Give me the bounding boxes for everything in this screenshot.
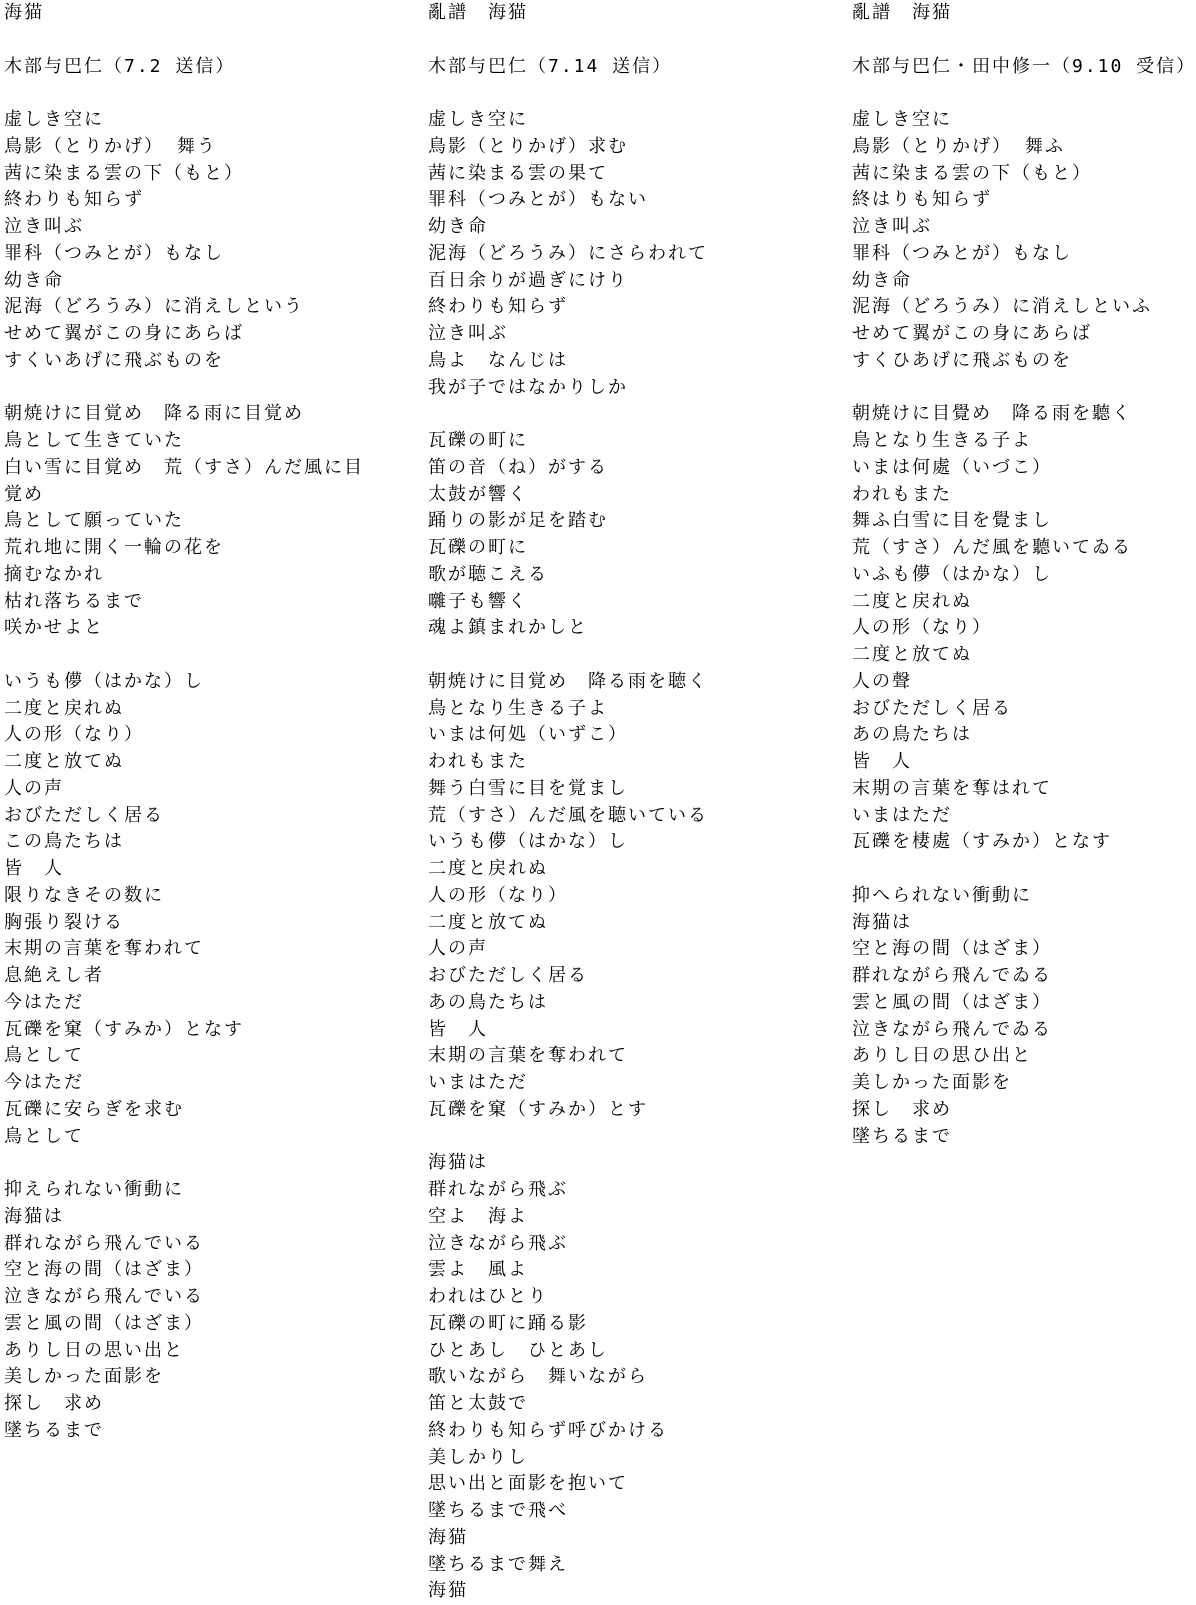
blank-line xyxy=(428,401,828,428)
lyric-line: 白い雪に目覚め 荒（すさ）んだ風に目 xyxy=(4,456,364,478)
lyric-line: われはひとり xyxy=(428,1286,548,1307)
author-credit: 木部与巴仁（7.2 送信） xyxy=(4,55,236,77)
lyric-line: 瓦礫を窠（すみか）とす xyxy=(428,1098,648,1120)
lyric-line: 末期の言葉を奪われて xyxy=(428,1045,628,1067)
lyrics-column-version-3 xyxy=(852,0,1196,1150)
lyric-line: 笛の音（ね）がする xyxy=(428,456,608,478)
lyric-line: 抑へられない衝動に xyxy=(852,884,1032,906)
lyric-line: 限りなきその数に xyxy=(4,884,164,906)
lyric-line: 鳥影（とりかげ） 舞ふ xyxy=(852,135,1065,157)
lyric-line: 海猫 xyxy=(428,1580,468,1602)
lyric-line: 我が子ではなかりしか xyxy=(428,376,628,398)
lyric-line: いふも儚（はかな）し xyxy=(852,563,1052,585)
lyric-line: 瓦礫の町に xyxy=(428,430,528,451)
lyric-line: 末期の言葉を奪われて xyxy=(4,938,204,960)
lyric-line: 胸張り裂ける xyxy=(4,911,124,933)
lyric-line: 思い出と面影を抱いて xyxy=(428,1473,628,1495)
lyric-line: 罪科（つみとが）もなし xyxy=(4,242,224,264)
blank-line xyxy=(428,1124,828,1151)
lyric-line: 泣き叫ぶ xyxy=(428,323,508,344)
lyric-line: ありし日の思い出と xyxy=(4,1339,184,1361)
lyric-line: 幼き命 xyxy=(428,216,488,237)
blank-line xyxy=(428,27,828,54)
lyric-line: あの鳥たちは xyxy=(852,724,972,746)
lyric-line: 泣きながら飛ぶ xyxy=(428,1232,568,1254)
lyric-line: 虚しき空に xyxy=(4,109,104,130)
lyric-line: 荒（すさ）んだ風を聴いている xyxy=(428,804,708,826)
lyric-line: 鳥影（とりかげ）求む xyxy=(428,135,628,157)
lyric-line: 海猫は xyxy=(428,1152,488,1174)
blank-line xyxy=(852,80,1196,107)
lyric-line: いまはただ xyxy=(852,804,952,826)
lyric-line: われもまた xyxy=(428,751,528,772)
lyric-line: この鳥たちは xyxy=(4,831,124,853)
lyrics-column-version-1 xyxy=(4,0,404,1445)
lyric-line: 笛と太鼓で xyxy=(428,1393,528,1414)
lyric-line: おびただしく居る xyxy=(4,804,164,826)
blank-line xyxy=(4,80,404,107)
lyric-line: 雲と風の間（はざま） xyxy=(852,991,1052,1013)
blank-line xyxy=(428,642,828,669)
lyric-line: せめて翼がこの身にあらば xyxy=(852,323,1092,344)
lyric-line: 墜ちるまで xyxy=(4,1419,104,1441)
lyric-line: 人の声 xyxy=(428,938,488,960)
blank-line xyxy=(4,375,404,402)
lyric-line: 海猫は xyxy=(4,1205,64,1227)
lyric-line: ひとあし ひとあし xyxy=(428,1339,608,1361)
blank-line xyxy=(4,642,404,669)
lyric-line: 鳥として xyxy=(4,1125,84,1147)
blank-line xyxy=(852,27,1196,54)
lyric-line: 二度と戻れぬ xyxy=(428,858,548,879)
lyric-line: 人の声 xyxy=(4,777,64,799)
lyric-line: 群れながら飛んでゐる xyxy=(852,965,1052,986)
lyric-line: 皆 人 xyxy=(428,1018,488,1040)
lyric-line: 朝焼けに目覺め 降る雨を聽く xyxy=(852,403,1132,425)
lyric-line: 泥海（どろうみ）に消えしという xyxy=(4,296,304,318)
lyric-line: 末期の言葉を奪はれて xyxy=(852,777,1052,799)
lyric-line: 泣きながら飛んでいる xyxy=(4,1286,204,1307)
lyric-line: 抑えられない衝動に xyxy=(4,1179,184,1200)
lyric-line: 二度と放てぬ xyxy=(428,911,548,933)
lyric-line: 終はりも知らず xyxy=(852,189,992,211)
lyric-line: 探し 求め xyxy=(4,1393,104,1414)
lyric-line: 瓦礫に安らぎを求む xyxy=(4,1098,184,1120)
lyric-line: 荒れ地に開く一輪の花を xyxy=(4,537,224,558)
lyric-line: 墜ちるまで xyxy=(852,1125,952,1147)
lyric-line: 終わりも知らず xyxy=(4,189,144,211)
lyric-line: 瓦礫の町に xyxy=(428,537,528,558)
lyric-line: 人の形（なり） xyxy=(428,884,568,906)
lyric-line: 魂よ鎮まれかしと xyxy=(428,617,588,639)
lyric-line: ありし日の思ひ出と xyxy=(852,1045,1032,1067)
lyric-line: 二度と戻れぬ xyxy=(4,697,124,719)
lyric-line: おびただしく居る xyxy=(428,965,588,986)
lyric-line: 二度と放てぬ xyxy=(4,751,124,772)
lyric-line: 泣きながら飛んでゐる xyxy=(852,1018,1052,1040)
lyric-line: すくひあげに飛ぶものを xyxy=(852,349,1072,371)
lyric-line: 虚しき空に xyxy=(852,109,952,130)
lyric-line: 海猫 xyxy=(428,1526,468,1548)
lyric-line: 今はただ xyxy=(4,991,84,1013)
lyric-line: 空と海の間（はざま） xyxy=(852,938,1052,960)
lyric-line: 人の形（なり） xyxy=(4,724,144,746)
lyric-line: 鳥となり生きる子よ xyxy=(852,430,1032,451)
lyric-line: 瓦礫の町に踊る影 xyxy=(428,1312,588,1334)
lyric-line: いうも儚（はかな）し xyxy=(428,831,628,853)
lyric-line: 探し 求め xyxy=(852,1098,952,1120)
lyric-line: 美しかった面影を xyxy=(852,1072,1012,1093)
lyric-line: 歌が聴こえる xyxy=(428,563,548,585)
lyric-line: いまはただ xyxy=(428,1072,528,1093)
lyric-line: 雲よ 風よ xyxy=(428,1259,528,1281)
author-credit: 木部与巴仁・田中修一（9.10 受信） xyxy=(852,55,1196,77)
lyric-line: 美しかった面影を xyxy=(4,1366,164,1388)
lyric-line: 太鼓が響く xyxy=(428,483,528,505)
author-credit: 木部与巴仁（7.14 送信） xyxy=(428,55,673,77)
blank-line xyxy=(4,27,404,54)
lyric-line: 幼き命 xyxy=(852,269,912,291)
lyric-line: 墜ちるまで舞え xyxy=(428,1553,568,1575)
lyric-line: 美しかりし xyxy=(428,1446,528,1468)
lyric-line: おびただしく居る xyxy=(852,697,1012,719)
lyric-line: いうも儚（はかな）し xyxy=(4,670,204,692)
lyric-line: 鳥として xyxy=(4,1045,84,1067)
lyric-line: 踊りの影が足を踏む xyxy=(428,510,608,532)
lyric-line: 瓦礫を窠（すみか）となす xyxy=(4,1018,244,1040)
lyric-line: われもまた xyxy=(852,483,952,505)
lyric-line: 群れながら飛ぶ xyxy=(428,1179,568,1200)
blank-line xyxy=(4,1150,404,1177)
lyric-line: 囃子も響く xyxy=(428,590,528,612)
lyric-line: 雲と風の間（はざま） xyxy=(4,1312,204,1334)
lyric-line: すくいあげに飛ぶものを xyxy=(4,349,224,371)
blank-line xyxy=(852,856,1196,883)
blank-line xyxy=(852,375,1196,402)
lyric-line: 息絶えし者 xyxy=(4,965,104,986)
lyric-line: 泣き叫ぶ xyxy=(4,216,84,237)
lyric-line: 茜に染まる雲の下（もと） xyxy=(4,162,244,184)
lyric-line: 虚しき空に xyxy=(428,109,528,130)
lyric-line: 終わりも知らず呼びかける xyxy=(428,1419,668,1441)
lyric-line: 墜ちるまで飛べ xyxy=(428,1500,568,1521)
lyric-line: 泥海（どろうみ）に消えしといふ xyxy=(852,296,1152,318)
lyric-line: 空と海の間（はざま） xyxy=(4,1259,204,1281)
lyric-line: 終わりも知らず xyxy=(428,296,568,318)
lyric-line: 群れながら飛んでいる xyxy=(4,1232,204,1254)
lyric-line: 咲かせよと xyxy=(4,617,104,639)
lyric-line: 朝焼けに目覚め 降る雨を聴く xyxy=(428,670,708,692)
lyric-line: 舞う白雪に目を覚まし xyxy=(428,777,628,799)
lyric-line: 皆 人 xyxy=(852,751,912,772)
lyric-line: 罪科（つみとが）もなし xyxy=(852,242,1072,264)
lyric-line: 枯れ落ちるまで xyxy=(4,590,144,612)
lyric-line: 二度と戻れぬ xyxy=(852,590,972,612)
lyric-line: 百日余りが過ぎにけり xyxy=(428,269,628,291)
lyric-line: 舞ふ白雪に目を覺まし xyxy=(852,510,1052,532)
lyric-line: 鳥として願っていた xyxy=(4,510,184,532)
lyric-line: 海猫は xyxy=(852,911,912,933)
document-title: 亂譜 海猫 xyxy=(428,2,528,23)
lyric-line: 瓦礫を棲處（すみか）となす xyxy=(852,831,1112,853)
lyric-line: 摘むなかれ xyxy=(4,563,104,585)
lyric-line: 二度と放てぬ xyxy=(852,644,972,665)
lyric-line: 鳥影（とりかげ） 舞う xyxy=(4,135,217,157)
lyric-line: 人の形（なり） xyxy=(852,617,992,639)
lyrics-column-version-2 xyxy=(428,0,828,1605)
lyric-line: いまは何処（いずこ） xyxy=(428,724,628,746)
lyric-line: 覚め xyxy=(4,483,44,505)
lyric-line: 鳥として生きていた xyxy=(4,430,184,451)
lyric-line: 泥海（どろうみ）にさらわれて xyxy=(428,242,708,264)
document-title: 海猫 xyxy=(4,2,44,23)
lyric-line: 茜に染まる雲の下（もと） xyxy=(852,162,1092,184)
lyric-line: 鳥となり生きる子よ xyxy=(428,697,608,719)
lyric-line: 朝焼けに目覚め 降る雨に目覚め xyxy=(4,403,304,425)
lyric-line: 罪科（つみとが）もない xyxy=(428,189,648,211)
document-title: 亂譜 海猫 xyxy=(852,2,952,23)
lyric-line: 皆 人 xyxy=(4,858,64,879)
lyric-line: 今はただ xyxy=(4,1072,84,1093)
lyric-line: あの鳥たちは xyxy=(428,991,548,1013)
lyric-line: 空よ 海よ xyxy=(428,1205,528,1227)
lyric-line: 歌いながら 舞いながら xyxy=(428,1366,648,1388)
lyric-line: いまは何處（いづこ） xyxy=(852,456,1052,478)
lyric-line: 人の聲 xyxy=(852,670,912,692)
lyric-line: せめて翼がこの身にあらば xyxy=(4,323,244,344)
lyric-line: 幼き命 xyxy=(4,269,64,291)
lyric-line: 茜に染まる雲の果て xyxy=(428,162,608,184)
lyric-line: 荒（すさ）んだ風を聽いてゐる xyxy=(852,537,1132,558)
lyric-line: 鳥よ なんじは xyxy=(428,349,568,371)
lyric-line: 泣き叫ぶ xyxy=(852,216,932,237)
blank-line xyxy=(428,80,828,107)
